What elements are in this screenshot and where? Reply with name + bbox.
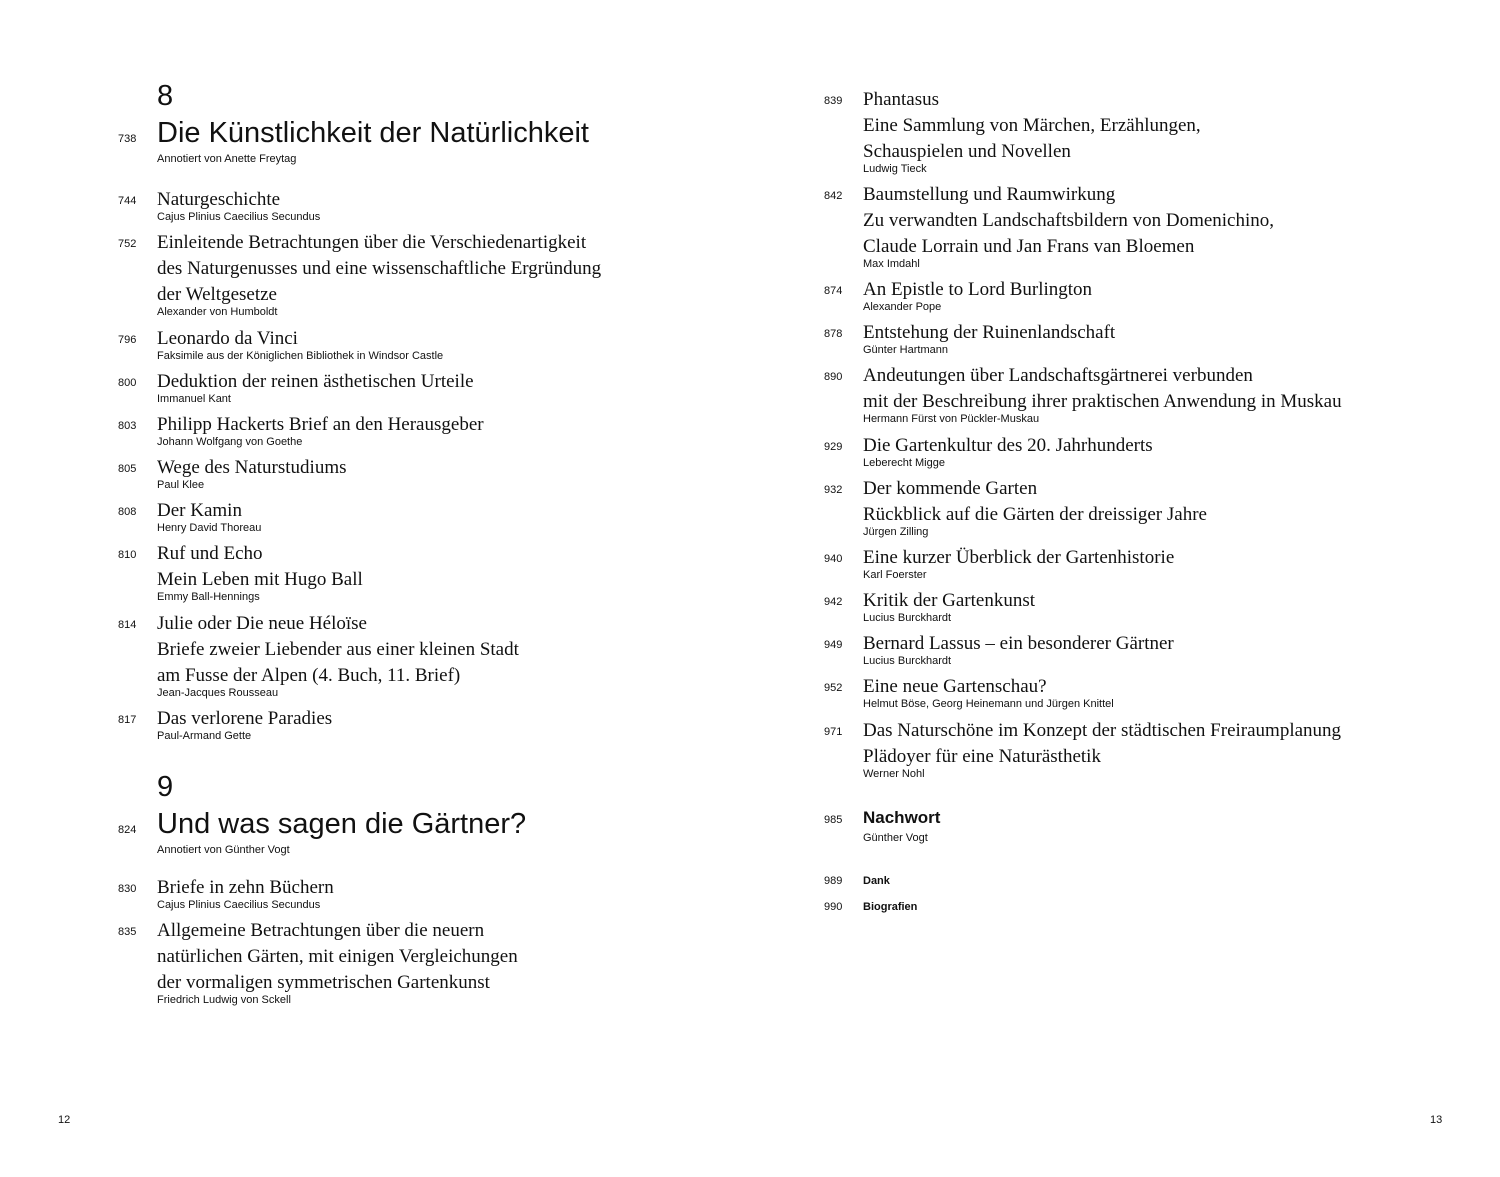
toc-entry — [157, 498, 261, 534]
nachwort-page-number: 985 — [824, 814, 843, 826]
toc-entry-title-line: Das Naturschöne im Konzept der städtischen Freiraumplanung — [863, 720, 1342, 741]
toc-entry-title-line: Claude Lorrain und Jan Frans van Bloemen — [863, 236, 1195, 257]
toc-page-number: 744 — [118, 195, 137, 207]
toc-entry — [157, 875, 334, 911]
toc-entry-title-line: Rückblick auf die Gärten der dreissiger Jahre — [863, 504, 1207, 525]
toc-entry-title-line: Leonardo da Vinci — [157, 328, 298, 349]
toc-entry-author: Max Imdahl — [863, 258, 920, 270]
toc-entry — [157, 412, 484, 448]
toc-entry — [157, 455, 347, 491]
toc-page-number: 817 — [118, 714, 137, 726]
toc-entry — [863, 87, 1201, 175]
toc-entry — [863, 588, 1035, 624]
toc-entry-title-line: Einleitende Betrachtungen über die Verschiedenartigkeit — [157, 232, 587, 253]
toc-entry-author: Ludwig Tieck — [863, 163, 927, 175]
toc-entry-title-line: An Epistle to Lord Burlington — [863, 279, 1093, 300]
toc-page-number: 810 — [118, 549, 137, 561]
toc-entry-author: Henry David Thoreau — [157, 522, 262, 534]
toc-page-number: 949 — [824, 639, 843, 651]
toc-entry-author: Karl Foerster — [863, 569, 927, 581]
toc-entry-author: Faksimile aus der Königlichen Bibliothek in Windsor Castle — [157, 350, 444, 362]
toc-entry — [863, 545, 1174, 581]
toc-page-number: 830 — [118, 883, 137, 895]
toc-entry-title-line: der vormaligen symmetrischen Gartenkunst — [157, 972, 490, 993]
toc-entry-title-line: Kritik der Gartenkunst — [863, 590, 1036, 611]
toc-page-number: 842 — [824, 190, 843, 202]
toc-page-number: 940 — [824, 553, 843, 565]
toc-page-number: 803 — [118, 420, 137, 432]
toc-entry — [863, 718, 1341, 780]
toc-entry-title-line: Bernard Lassus – ein besonderer Gärtner — [863, 633, 1174, 654]
toc-entry-title-line: am Fusse der Alpen (4. Buch, 11. Brief) — [157, 665, 461, 686]
toc-page-number: 808 — [118, 506, 137, 518]
toc-entry — [157, 230, 601, 318]
toc-entry-title-line: Eine Sammlung von Märchen, Erzählungen, — [863, 115, 1201, 136]
toc-entry-author: Alexander Pope — [863, 301, 942, 313]
toc-page-number: 971 — [824, 726, 843, 738]
chapter-8-title: Die Künstlichkeit der Natürlichkeit — [157, 117, 589, 149]
biografien-title: Biografien — [863, 901, 918, 913]
toc-entry-title-line: Zu verwandten Landschaftsbildern von Domenichino, — [863, 210, 1275, 231]
toc-entry — [157, 369, 474, 405]
toc-entry-title-line: Mein Leben mit Hugo Ball — [157, 569, 363, 590]
toc-entry-author: Friedrich Ludwig von Sckell — [157, 994, 291, 1006]
toc-entry-author: Hermann Fürst von Pückler-Muskau — [863, 413, 1040, 425]
toc-page-number: 890 — [824, 371, 843, 383]
toc-entry-author: Jean-Jacques Rousseau — [157, 687, 279, 699]
toc-entry — [863, 182, 1274, 270]
toc-entry-title-line: Wege des Naturstudiums — [157, 457, 347, 478]
toc-entry — [863, 277, 1092, 313]
nachwort-title: Nachwort — [863, 808, 941, 827]
toc-entry-title-line: mit der Beschreibung ihrer praktischen Anwendung in Muskau — [863, 391, 1342, 412]
toc-entry-author: Jürgen Zilling — [863, 526, 929, 538]
toc-entry — [157, 706, 332, 742]
toc-entry — [157, 187, 320, 223]
toc-entry-author: Johann Wolfgang von Goethe — [157, 436, 303, 448]
toc-entry-title-line: Briefe in zehn Büchern — [157, 877, 334, 898]
chapter-8-annotation: Annotiert von Anette Freytag — [157, 153, 297, 165]
toc-entry-title-line: Julie oder Die neue Héloïse — [157, 613, 367, 634]
toc-entry-author: Immanuel Kant — [157, 393, 231, 405]
chapter-9-number: 9 — [157, 771, 174, 803]
toc-entry-author: Leberecht Migge — [863, 457, 945, 469]
toc-page-number: 800 — [118, 377, 137, 389]
toc-page-number: 952 — [824, 682, 843, 694]
toc-entry-title-line: Der kommende Garten — [863, 478, 1038, 499]
toc-entry — [157, 918, 518, 1006]
chapter-8-number: 8 — [157, 80, 174, 112]
toc-entry-title-line: Allgemeine Betrachtungen über die neuern — [157, 920, 485, 941]
toc-entry-author: Paul Klee — [157, 479, 205, 491]
toc-entry-author: Cajus Plinius Caecilius Secundus — [157, 211, 321, 223]
toc-entry — [157, 611, 519, 699]
toc-entry-title-line: Eine kurzer Überblick der Gartenhistorie — [863, 547, 1175, 568]
toc-entry — [863, 674, 1114, 710]
toc-page-number: 932 — [824, 484, 843, 496]
toc-entry-author: Lucius Burckhardt — [863, 655, 952, 667]
toc-entry-title-line: Briefe zweier Liebender aus einer kleinen Stadt — [157, 639, 519, 660]
chapter-9-title: Und was sagen die Gärtner? — [157, 808, 527, 840]
dank-title: Dank — [863, 875, 890, 887]
chapter-8-page-number: 738 — [118, 133, 137, 145]
toc-entry-title-line: Naturgeschichte — [157, 189, 281, 210]
toc-entry-author: Cajus Plinius Caecilius Secundus — [157, 899, 321, 911]
toc-page-number: 814 — [118, 619, 137, 631]
toc-entry-title-line: Baumstellung und Raumwirkung — [863, 184, 1116, 205]
toc-entry-author: Paul-Armand Gette — [157, 730, 252, 742]
nachwort-author: Günther Vogt — [863, 832, 928, 844]
toc-page-number: 839 — [824, 95, 843, 107]
toc-entry-title-line: Andeutungen über Landschaftsgärtnerei verbunden — [863, 365, 1253, 386]
toc-page-number: 929 — [824, 441, 843, 453]
toc-entry-title-line: Philipp Hackerts Brief an den Herausgeber — [157, 414, 484, 435]
toc-page-number: 796 — [118, 334, 137, 346]
toc-entry-author: Alexander von Humboldt — [157, 306, 278, 318]
toc-entry — [863, 363, 1342, 425]
toc-entry-title-line: Der Kamin — [157, 500, 242, 521]
toc-entry-title-line: natürlichen Gärten, mit einigen Vergleichungen — [157, 946, 518, 967]
toc-entry-author: Emmy Ball-Hennings — [157, 591, 260, 603]
toc-entry — [157, 326, 443, 362]
toc-entry-title-line: Die Gartenkultur des 20. Jahrhunderts — [863, 435, 1153, 456]
toc-entry-title-line: Plädoyer für eine Naturästhetik — [863, 746, 1101, 767]
toc-entry — [157, 541, 363, 603]
toc-entry-title-line: Deduktion der reinen ästhetischen Urteile — [157, 371, 474, 392]
toc-entry — [863, 433, 1153, 469]
toc-entry-title-line: Schauspielen und Novellen — [863, 141, 1071, 162]
chapter-9-page-number: 824 — [118, 824, 137, 836]
toc-entry-title-line: Phantasus — [863, 89, 939, 110]
toc-entry-title-line: Das verlorene Paradies — [157, 708, 333, 729]
toc-page-number: 874 — [824, 285, 843, 297]
toc-entry-author: Günter Hartmann — [863, 344, 948, 356]
toc-entry-author: Werner Nohl — [863, 768, 925, 780]
toc-entry-author: Helmut Böse, Georg Heinemann und Jürgen Knittel — [863, 698, 1114, 710]
toc-entry — [863, 476, 1207, 538]
biografien-page-number: 990 — [824, 901, 843, 913]
folio-left: 12 — [58, 1114, 71, 1126]
toc-entry-title-line: der Weltgesetze — [157, 284, 277, 305]
toc-entry-title-line: Eine neue Gartenschau? — [863, 676, 1047, 697]
toc-entry — [863, 631, 1174, 667]
toc-page-number: 752 — [118, 238, 137, 250]
toc-entry-title-line: Ruf und Echo — [157, 543, 263, 564]
toc-page-number: 835 — [118, 926, 137, 938]
toc-page-number: 878 — [824, 328, 843, 340]
dank-page-number: 989 — [824, 875, 843, 887]
toc-entry-title-line: des Naturgenusses und eine wissenschaftliche Ergründung — [157, 258, 602, 279]
toc-page-number: 805 — [118, 463, 137, 475]
toc-entry-title-line: Entstehung der Ruinenlandschaft — [863, 322, 1116, 343]
toc-entry — [863, 320, 1115, 356]
chapter-9-annotation: Annotiert von Günther Vogt — [157, 844, 290, 856]
folio-right: 13 — [1430, 1114, 1443, 1126]
toc-page-number: 942 — [824, 596, 843, 608]
toc-entry-author: Lucius Burckhardt — [863, 612, 952, 624]
